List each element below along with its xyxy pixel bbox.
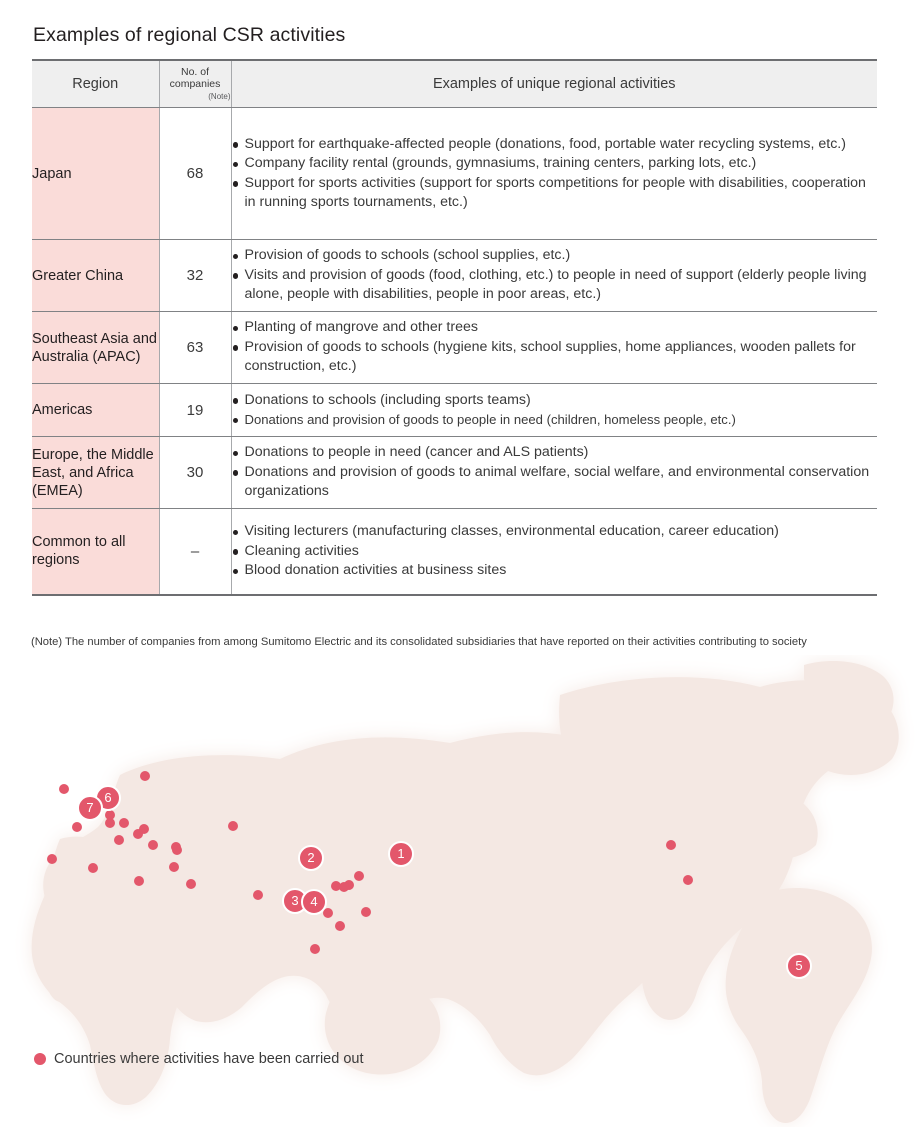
list-item: Donations to people in need (cancer and ALS patients) (232, 443, 878, 463)
cell-region: Common to all regions (32, 509, 159, 595)
map-marker-dot (114, 835, 124, 845)
bullet-list (232, 246, 878, 305)
list-item: Visiting lecturers (manufacturing classes, environmental education, career education) (232, 522, 878, 542)
table-row (32, 509, 877, 595)
map-marker-dot (228, 821, 238, 831)
csr-activities-table (32, 59, 877, 596)
map-marker-dot (169, 862, 179, 872)
table-footnote: (Note) The number of companies from among Sumitomo Electric and its consolidated subsidiaries that have reported on their activities contributing to society (31, 636, 807, 648)
list-item: Support for sports activities (support for sports competitions for people with disabilities, cooperation in running sports tournaments, etc.) (232, 174, 878, 213)
map-marker-dot (331, 881, 341, 891)
cell-region: Europe, the Middle East, and Africa (EMEA) (32, 437, 159, 509)
map-marker-dot (335, 921, 345, 931)
list-item: Support for earthquake-affected people (donations, food, portable water recycling systems, etc.) (232, 135, 878, 155)
map-marker-dot (59, 784, 69, 794)
cell-region: Southeast Asia and Australia (APAC) (32, 312, 159, 384)
cell-count: 32 (159, 240, 231, 312)
map-marker-dot (47, 854, 57, 864)
column-header-count-label: No. of companies (169, 65, 221, 90)
map-marker-dot (253, 890, 263, 900)
list-item: Donations and provision of goods to animal welfare, social welfare, and environmental conservation organizations (232, 463, 878, 502)
column-header-count-note: (Note) (208, 91, 231, 101)
cell-description (231, 384, 877, 437)
map-legend (34, 1051, 364, 1067)
bullet-list (232, 443, 878, 502)
list-item: Provision of goods to schools (school supplies, etc.) (232, 246, 878, 266)
cell-region: Americas (32, 384, 159, 437)
map-marker-dot (683, 875, 693, 885)
cell-region: Greater China (32, 240, 159, 312)
table-header-row (32, 60, 877, 108)
bullet-list (232, 318, 878, 377)
list-item: Visits and provision of goods (food, clothing, etc.) to people in need of support (elderly people living alone, people with disabilities, people in poor areas, etc.) (232, 266, 878, 305)
map-marker-numbered-3: 3 (282, 888, 308, 914)
column-header-count (159, 60, 231, 108)
list-item: Planting of mangrove and other trees (232, 318, 878, 338)
map-marker-dot (72, 822, 82, 832)
column-header-region: Region (32, 60, 159, 108)
map-marker-dot (361, 907, 371, 917)
column-header-description: Examples of unique regional activities (231, 60, 877, 108)
table-body (32, 108, 877, 595)
cell-count: 19 (159, 384, 231, 437)
table-row (32, 312, 877, 384)
list-item: Blood donation activities at business sites (232, 561, 878, 581)
table-row (32, 437, 877, 509)
table-header (32, 60, 877, 108)
table-row (32, 384, 877, 437)
map-marker-numbered-7: 7 (77, 795, 103, 821)
map-marker-numbered-5: 5 (786, 953, 812, 979)
table-row (32, 108, 877, 240)
cell-count: 30 (159, 437, 231, 509)
map-legend-label: Countries where activities have been carried out (54, 1051, 364, 1067)
map-marker-dot (666, 840, 676, 850)
cell-description (231, 240, 877, 312)
map-marker-dot (354, 871, 364, 881)
map-marker-numbered-2: 2 (298, 845, 324, 871)
map-marker-dot (310, 944, 320, 954)
cell-description (231, 312, 877, 384)
map-marker-dot (119, 818, 129, 828)
map-marker-dot (88, 863, 98, 873)
cell-description (231, 108, 877, 240)
map-marker-dot (186, 879, 196, 889)
map-marker-dot (140, 771, 150, 781)
list-item: Company facility rental (grounds, gymnasiums, training centers, parking lots, etc.) (232, 154, 878, 174)
map-marker-dot (134, 876, 144, 886)
list-item: Donations to schools (including sports teams) (232, 391, 878, 411)
table-row (32, 240, 877, 312)
map-marker-numbered-1: 1 (388, 841, 414, 867)
cell-region: Japan (32, 108, 159, 240)
map-marker-dot (148, 840, 158, 850)
map-marker-numbered-6: 6 (95, 785, 121, 811)
page-title: Examples of regional CSR activities (33, 24, 346, 46)
cell-count: 68 (159, 108, 231, 240)
legend-dot-icon (34, 1053, 46, 1065)
list-item: Provision of goods to schools (hygiene kits, school supplies, home appliances, wooden pallets for construction, etc.) (232, 338, 878, 377)
list-item: Cleaning activities (232, 542, 878, 562)
map-marker-dot (105, 810, 115, 820)
bullet-list (232, 135, 878, 213)
map-marker-dot (133, 829, 143, 839)
map-marker-dot (172, 845, 182, 855)
bullet-list (232, 391, 878, 430)
cell-description (231, 437, 877, 509)
cell-description (231, 509, 877, 595)
cell-count: 63 (159, 312, 231, 384)
list-item: Donations and provision of goods to people in need (children, homeless people, etc.) (232, 410, 878, 429)
bullet-list (232, 522, 878, 581)
cell-count: – (159, 509, 231, 595)
map-marker-numbered-4: 4 (301, 889, 327, 915)
